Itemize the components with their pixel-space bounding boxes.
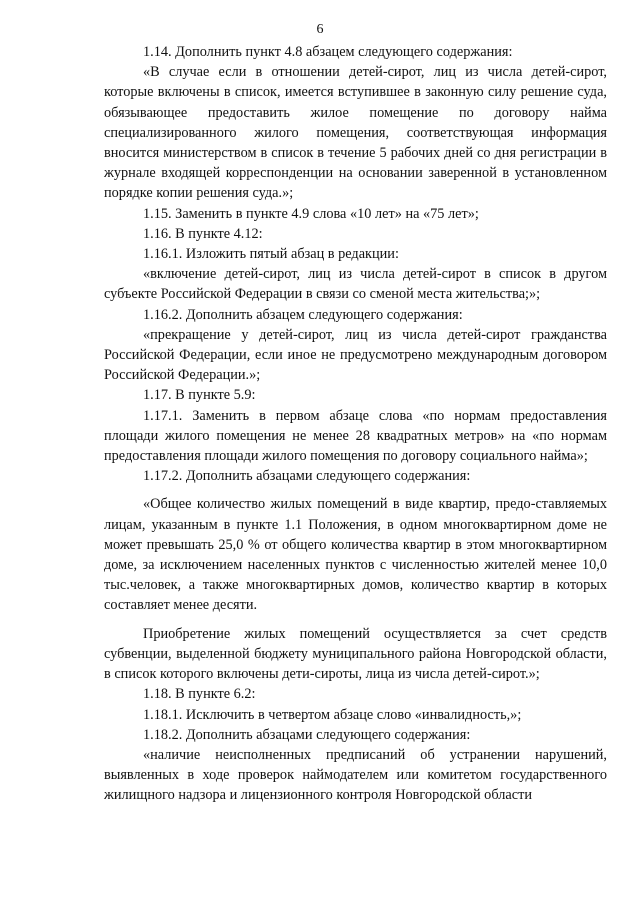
paragraph-1-16-1: 1.16.1. Изложить пятый абзац в редакции: xyxy=(143,246,399,263)
paragraph-acquisition: Приобретение жилых помещений осуществляется за счет средств субвенции, выделенной бюджету муниципального района Новгородской области, в список которого включены дети-сироты, лица из числа детей-сирот.»; xyxy=(104,625,607,683)
paragraph-1-17-1: 1.17.1. Заменить в первом абзаце слова «по нормам предоставления площади жилого помещения не менее 28 квадратных метров» на «по нормам предоставления площади жилого помещения по договору социального найма»; xyxy=(104,407,607,465)
paragraph-quote-violations: «наличие неисполненных предписаний об устранении нарушений, выявленных в ходе проверок наймодателем или комитетом государственного жилищного надзора и лицензионного контроля Новгородской области xyxy=(104,746,607,804)
page-number: 6 xyxy=(316,22,324,37)
paragraph-1-17: 1.17. В пункте 5.9: xyxy=(143,387,256,404)
paragraph-1-18-2: 1.18.2. Дополнить абзацами следующего содержания: xyxy=(143,726,471,743)
paragraph-1-15: 1.15. Заменить в пункте 4.9 слова «10 лет» на «75 лет»; xyxy=(143,205,479,222)
paragraph-quote-inclusion: «включение детей-сирот, лиц из числа детей-сирот в список в другом субъекте Российской Федерации в связи со сменой места жительства;»; xyxy=(104,266,607,303)
paragraph-1-16: 1.16. В пункте 4.12: xyxy=(143,225,263,242)
paragraph-1-16-2: 1.16.2. Дополнить абзацем следующего содержания: xyxy=(143,306,463,323)
paragraph-quote-termination: «прекращение у детей-сирот, лиц из числа детей-сирот гражданства Российской Федерации, если иное не предусмотрено международным договором Российской Федерации.»; xyxy=(104,326,607,384)
paragraph-quote-court-decision: «В случае если в отношении детей-сирот, лиц из числа детей-сирот, которые включены в список, имеется вступившее в законную силу решение суда, обязывающее предоставить жилое помещение по договору найма специализированного жилого помещения, соответствующая информация вносится министерством в список в течение 5 рабочих дней со дня регистрации в журнале входящей корреспонденции на основании заверенной в установленном порядке копии решения суда.»; xyxy=(104,64,607,202)
paragraph-1-18-1: 1.18.1. Исключить в четвертом абзаце слово «инвалидность,»; xyxy=(143,706,522,723)
paragraph-1-17-2: 1.17.2. Дополнить абзацами следующего содержания: xyxy=(143,468,471,485)
paragraph-1-14: 1.14. Дополнить пункт 4.8 абзацем следующего содержания: xyxy=(143,44,513,60)
paragraph-quote-apartments: «Общее количество жилых помещений в виде квартир, предо-ставляемых лицам, указанным в пункте 1.1 Положения, в одном многоквартирном доме не может превышать 25,0 % от общего количества квартир в этом многоквартирном доме, за исключением населенных пунктов с численностью жителей менее 10,0 тыс.человек, а также многоквартирных домов, количество квартир в которых составляет менее десяти. xyxy=(104,496,607,614)
paragraph-1-18: 1.18. В пункте 6.2: xyxy=(143,686,256,703)
document-body xyxy=(104,42,607,806)
